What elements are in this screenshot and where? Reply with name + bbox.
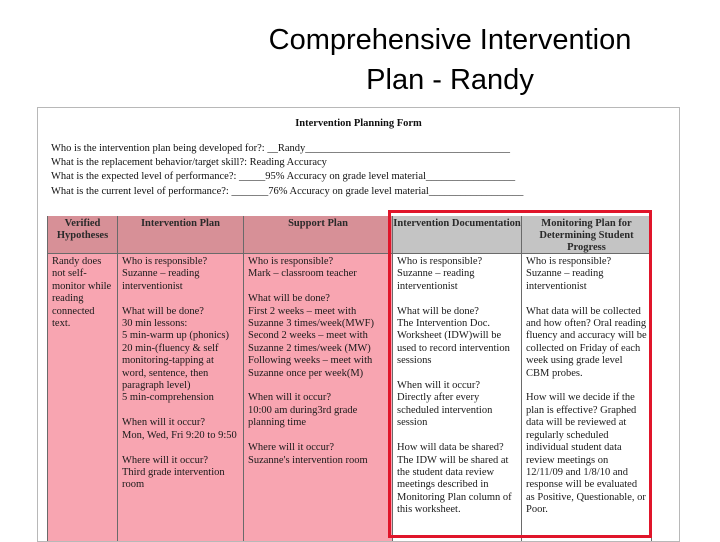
- slide-title-line-1: Comprehensive Intervention: [268, 24, 632, 56]
- column-body: Who is responsible? Suzanne – reading interventionist What data will be collected and how often? Oral reading fluency and accuracy will be collected on Friday of each week using grade level CBM probes. How will we decide if the plan is effective? Graphed data will be reviewed at regularly scheduled individual student data review meetings on 12/11/09 and 1/8/10 and response will be evaluated as Positive, Questionable, or Poor.: [526, 256, 647, 516]
- question-current-level: What is the current level of performance?: _______76% Accuracy on grade level material__________________: [51, 186, 524, 197]
- highlight-box: [388, 210, 652, 538]
- column-intervention-plan: [118, 216, 244, 541]
- column-body: Who is responsible? Suzanne – reading interventionist What will be done? 30 min lessons: 5 min-warm up (phonics) 20 min-(fluency & self monitoring-tapping at word, sentence, then paragraph level) 5 min-comprehension When will it occur? Mon, Wed, Fri 9:20 to 9:50 Where will it occur? Third grade intervention room: [122, 256, 237, 491]
- question-target-skill: What is the replacement behavior/target skill?: Reading Accuracy: [51, 157, 327, 168]
- form-title: Intervention Planning Form: [295, 118, 422, 129]
- column-header: Support Plan: [244, 216, 392, 254]
- column-body: Who is responsible? Suzanne – reading interventionist What will be done? The Intervention Doc. Worksheet (IDW)will be used to record intervention sessions When will it occur? Directly after every scheduled intervention session How will data be shared? The IDW will be shared at the student data review meetings described in Monitoring Plan column of this worksheet.: [397, 256, 512, 516]
- question-expected-level: What is the expected level of performance?: _____95% Accuracy on grade level material_________________: [51, 171, 516, 182]
- slide-title: [240, 20, 660, 100]
- column-header: Intervention Documentation: [393, 216, 521, 254]
- slide-title-line-2: Plan - Randy: [366, 64, 534, 96]
- column-header: Monitoring Plan for Determining Student Progress: [522, 216, 651, 254]
- question-plan-for: Who is the intervention plan being developed for?: __Randy_______________________________________: [51, 143, 511, 154]
- column-verified-hypotheses: [48, 216, 118, 541]
- column-body: Who is responsible? Mark – classroom teacher What will be done? First 2 weeks – meet with Suzanne 3 times/week(MWF) Second 2 weeks – meet with Suzanne 2 times/week (MW) Following weeks – meet with Suzanne once per week(M) When will it occur? 10:00 am during3rd grade planning time Where will it occur? Suzanne's intervention room: [248, 256, 374, 466]
- column-body: Randy does not self-monitor while reading connected text.: [52, 256, 112, 330]
- column-header: Intervention Plan: [118, 216, 243, 254]
- column-header: Verified Hypotheses: [48, 216, 117, 254]
- column-support-plan: [244, 216, 393, 541]
